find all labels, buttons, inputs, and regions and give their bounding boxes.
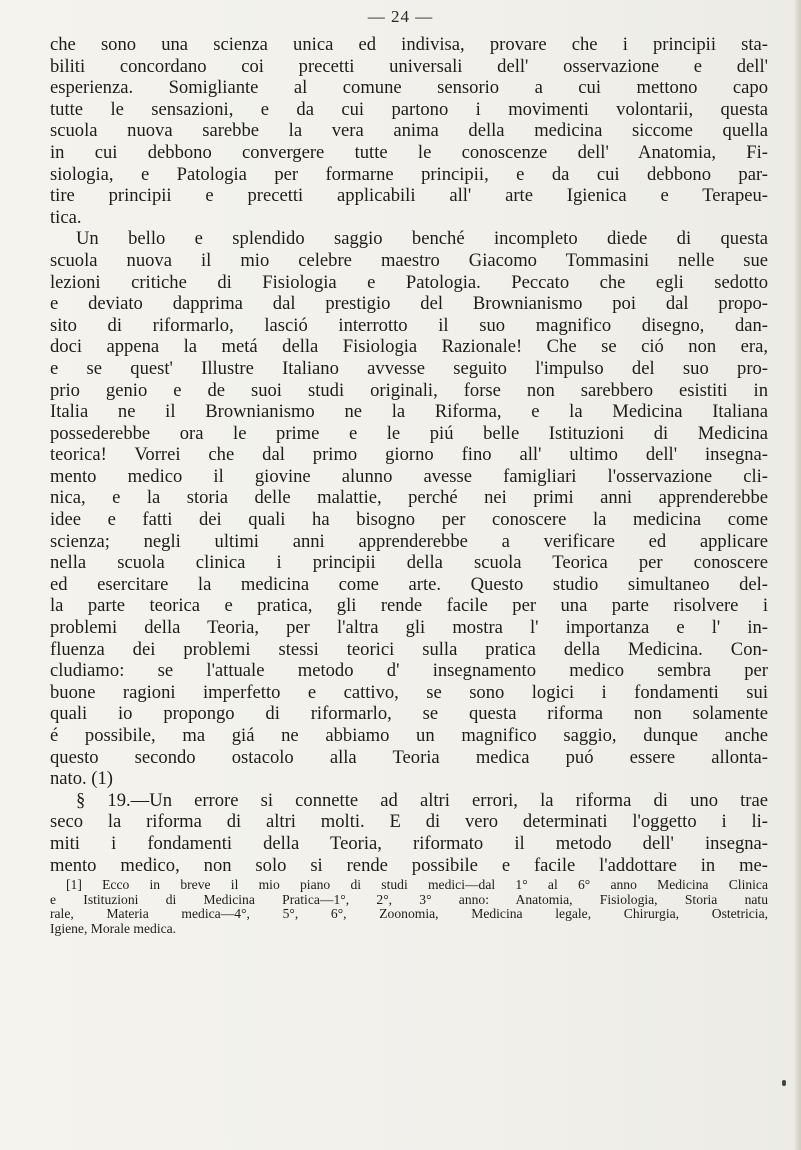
text-line: e se quest' Illustre Italiano avvesse seguito l'impulso del suo pro- — [50, 357, 768, 379]
text-line: idee e fatti dei quali ha bisogno per conoscere la medicina come — [50, 509, 768, 531]
footnote-block — [50, 878, 768, 936]
text-line: fluenza dei problemi stessi teorici sulla pratica della Medicina. Con- — [50, 638, 768, 660]
text-line: doci appena la metá della Fisiologia Razionale! Che se ció non era, — [50, 336, 768, 358]
text-line: scienza; negli ultimi anni apprenderebbe a verificare ed applicare — [50, 530, 768, 552]
text-line: possederebbe ora le prime e le piú belle Istituzioni di Medicina — [50, 422, 768, 444]
text-line: biliti concordano coi precetti universali dell' osservazione e dell' — [50, 55, 768, 77]
page-edge-shadow — [795, 0, 801, 1150]
text-line: seco la riforma di altri molti. E di vero determinati l'oggetto i li- — [50, 811, 768, 833]
page-number: — 24 — — [367, 7, 434, 26]
text-line: é possibile, ma giá ne abbiamo un magnifico saggio, dunque anche — [50, 725, 768, 746]
section-19-start-line: § 19.—Un errore si connette ad altri errori, la riforma di uno trae — [76, 789, 768, 811]
text-line: e deviato dapprima dal prestigio del Brownianismo poi dal propo- — [50, 293, 768, 315]
footnote-line: [1] Ecco in breve il mio piano di studi medici—dal 1° al 6° anno Medicina Clinica — [66, 877, 768, 892]
text-line: nato. (1) — [50, 768, 113, 790]
paragraph-start-line: Un bello e splendido saggio benché incompleto diede di questa — [76, 228, 768, 250]
footnote-line: e Istituzioni di Medicina Pratica—1°, 2°, 3° anno: Anatomia, Fisiologia, Storia natu — [50, 891, 768, 907]
text-line: siologia, e Patologia per formarne principii, e da cui debbono par- — [50, 163, 768, 185]
text-line: Italia ne il Brownianismo ne la Riforma, e la Medicina Italiana — [50, 401, 768, 423]
footnote-line: rale, Materia medica—4°, 5°, 6°, Zoonomia, Medicina legale, Chirurgia, Ostetricia, — [50, 906, 768, 921]
text-line: problemi della Teoria, per l'altra gli mostra l' importanza e l' in- — [50, 617, 768, 639]
text-line: scuola nuova il mio celebre maestro Giacomo Tommasini nelle sue — [50, 249, 768, 271]
text-line: nella scuola clinica i principii della scuola Teorica per conoscere — [50, 552, 768, 574]
text-line: in cui debbono convergere tutte le conoscenze dell' Anatomia, Fi- — [50, 141, 768, 163]
text-line: esperienza. Somigliante al comune sensorio a cui mettono capo — [50, 77, 768, 99]
text-line: ed esercitare la medicina come arte. Questo studio simultaneo del- — [50, 573, 768, 595]
text-line: sito di riformarlo, lasció interrotto il suo magnifico disegno, dan- — [50, 314, 768, 336]
text-line: prio genio e de suoi studi originali, forse non sarebbero esistiti in — [50, 379, 768, 401]
text-line: nica, e la storia delle malattie, perché nei primi anni apprenderebbe — [50, 487, 768, 509]
text-line: miti i fondamenti della Teoria, riformato il metodo dell' insegna- — [50, 832, 768, 854]
text-line: quali io propongo di riformarlo, se questa riforma non solamente — [50, 703, 768, 725]
text-line: che sono una scienza unica ed indivisa, provare che i principii sta- — [50, 34, 768, 55]
ink-speck — [782, 1080, 786, 1086]
text-line: mento medico, non solo si rende possibile e facile l'addottare in me- — [50, 854, 768, 876]
text-line: la parte teorica e pratica, gli rende facile per una parte risolvere i — [50, 595, 768, 617]
text-line: tutte le sensazioni, e da cui partono i movimenti volontarii, questa — [50, 98, 768, 120]
text-line: teorica! Vorrei che dal primo giorno fino all' ultimo dell' insegna- — [50, 444, 768, 466]
text-line: questo secondo ostacolo alla Teoria medica puó essere allonta- — [50, 746, 768, 768]
text-line: scuola nuova sarebbe la vera anima della medicina siccome quella — [50, 120, 768, 142]
text-line: tica. — [50, 206, 82, 228]
text-line: lezioni critiche di Fisiologia e Patologia. Peccato che egli sedotto — [50, 271, 768, 293]
text-line: cludiamo: se l'attuale metodo d' insegnamento medico sembra per — [50, 660, 768, 682]
text-line: tire principii e precetti applicabili all' arte Igienica e Terapeu- — [50, 185, 768, 207]
footnote-line: Igiene, Morale medica. — [50, 920, 177, 936]
text-line: mento medico il giovine alunno avesse famigliari l'osservazione cli- — [50, 465, 768, 487]
main-text-block — [50, 34, 768, 876]
text-line: buone ragioni imperfetto e cattivo, se sono logici i fondamenti sui — [50, 681, 768, 703]
